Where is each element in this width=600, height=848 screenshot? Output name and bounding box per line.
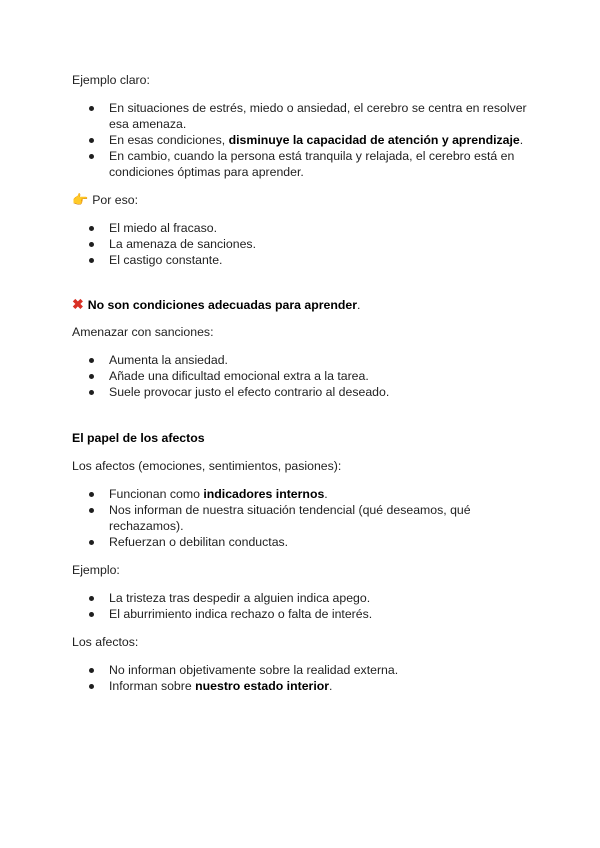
item-text: . <box>519 133 524 147</box>
list-item: La tristeza tras despedir a alguien indica apego. <box>72 590 532 606</box>
cross-mark-icon: ✖ <box>72 296 84 312</box>
paragraph: Amenazar con sanciones: <box>72 325 214 339</box>
list-item: La amenaza de sanciones. <box>72 236 532 252</box>
por-eso-list <box>72 220 532 268</box>
section-heading-block <box>72 430 532 446</box>
ejemplo-label <box>72 562 532 578</box>
paragraph: Por eso: <box>92 193 138 207</box>
sanciones-list <box>72 352 532 400</box>
list-item: El aburrimiento indica rechazo o falta de interés. <box>72 606 532 622</box>
list-item: El miedo al fracaso. <box>72 220 532 236</box>
item-bold-text: nuestro estado interior <box>195 679 330 693</box>
item-text: En esas condiciones, <box>109 133 229 147</box>
sanciones-label <box>72 324 532 340</box>
ejemplo-list <box>72 590 532 622</box>
afectos-label <box>72 634 532 650</box>
paragraph: Los afectos: <box>72 635 139 649</box>
list-item: Suele provocar justo el efecto contrario al deseado. <box>72 384 532 400</box>
section-heading: El papel de los afectos <box>72 431 205 445</box>
list-item <box>72 132 532 148</box>
item-text: . <box>329 679 333 693</box>
item-bold-text: indicadores internos <box>203 487 325 501</box>
paragraph: Los afectos (emociones, sentimientos, pasiones): <box>72 459 342 473</box>
warning-line <box>72 296 532 313</box>
afectos-intro <box>72 458 532 474</box>
afectos-list <box>72 486 532 550</box>
list-item: El castigo constante. <box>72 252 532 268</box>
por-eso-label <box>72 192 532 208</box>
example-list <box>72 100 532 180</box>
afectos-final-list <box>72 662 532 694</box>
list-item: Añade una dificultad emocional extra a la tarea. <box>72 368 532 384</box>
example-label <box>72 72 532 88</box>
list-item: En cambio, cuando la persona está tranquila y relajada, el cerebro está en condiciones óptimas para aprender. <box>72 148 532 180</box>
paragraph: Ejemplo claro: <box>72 73 150 87</box>
item-text: Funcionan como <box>109 487 204 501</box>
list-item <box>72 486 532 502</box>
warning-bold-text: No son condiciones adecuadas para aprender <box>87 298 357 312</box>
list-item: Nos informan de nuestra situación tendencial (qué deseamos, qué rechazamos). <box>72 502 532 534</box>
pointing-hand-icon: 👉 <box>72 192 89 207</box>
paragraph: Ejemplo: <box>72 563 120 577</box>
list-item: En situaciones de estrés, miedo o ansiedad, el cerebro se centra en resolver esa amenaza. <box>72 100 532 132</box>
item-text: . <box>324 487 328 501</box>
list-item: Aumenta la ansiedad. <box>72 352 532 368</box>
item-text: Informan sobre <box>109 679 196 693</box>
item-bold-text: disminuye la capacidad de atención y aprendizaje <box>228 133 520 147</box>
list-item <box>72 678 532 694</box>
warning-text: . <box>356 298 361 312</box>
list-item: Refuerzan o debilitan conductas. <box>72 534 532 550</box>
list-item: No informan objetivamente sobre la realidad externa. <box>72 662 532 678</box>
